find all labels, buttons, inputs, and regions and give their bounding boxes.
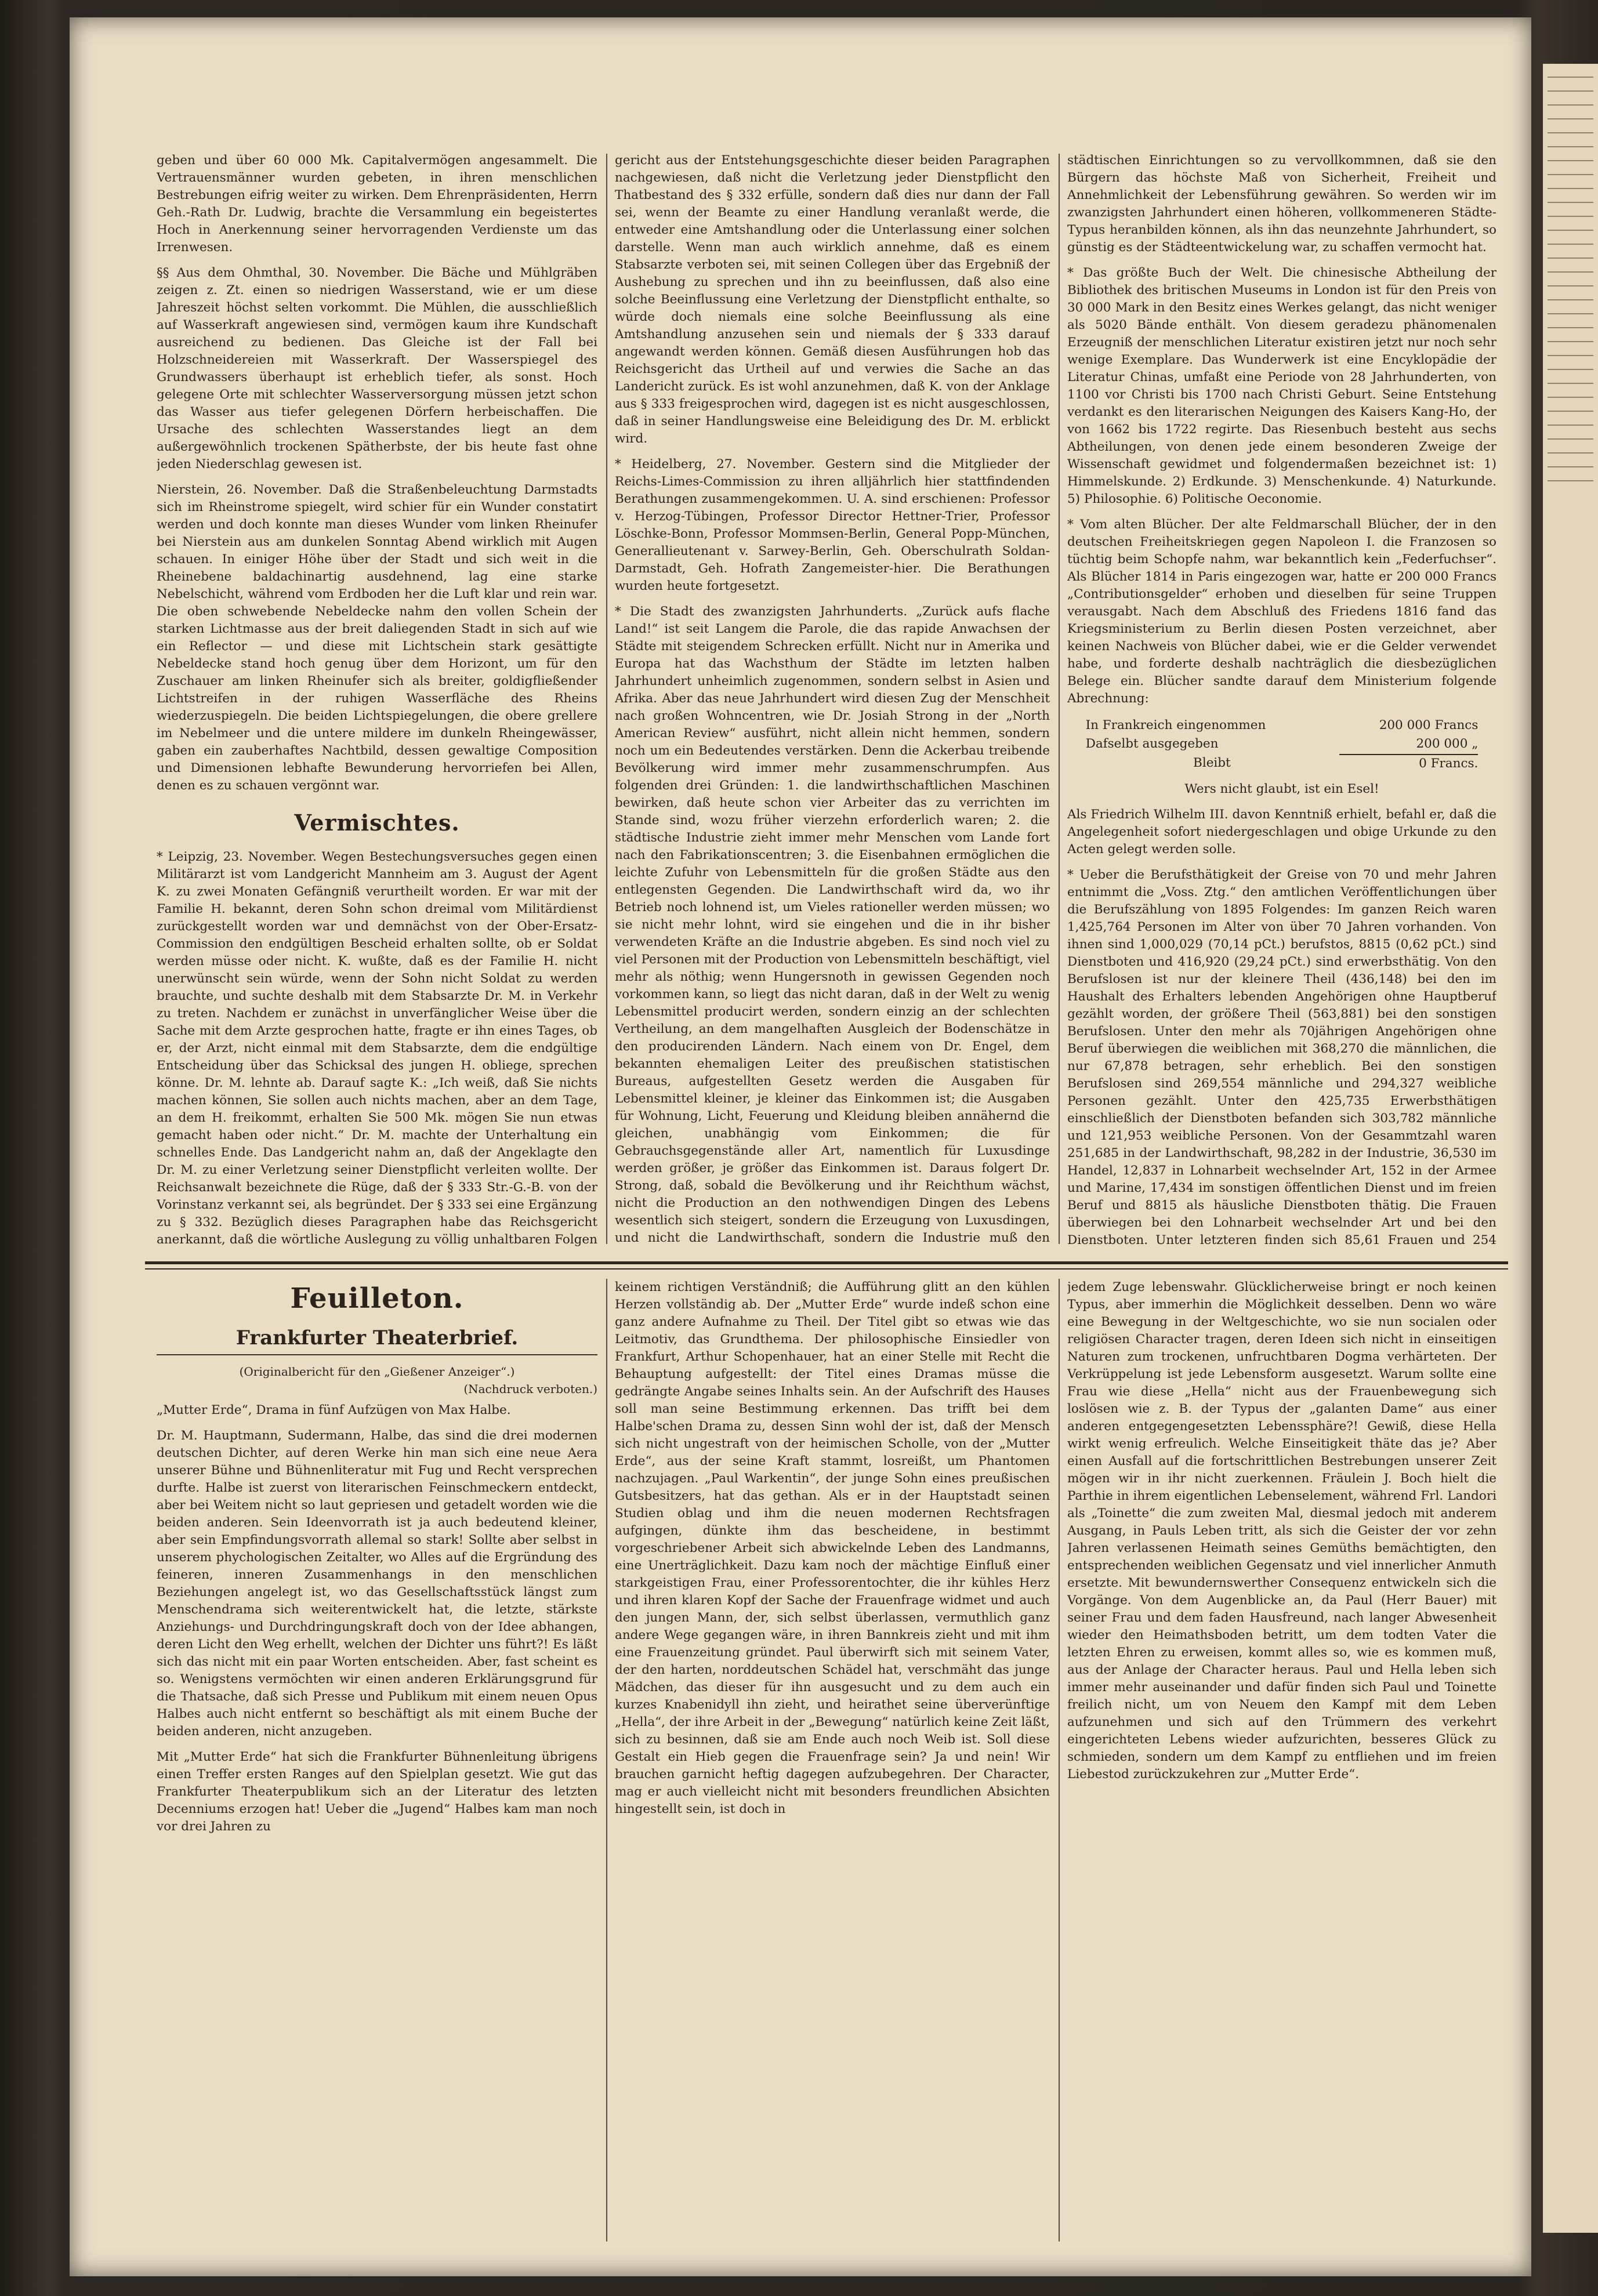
column-3 [1067, 152, 1496, 1248]
section-title-vermischtes: Vermischtes. [294, 810, 460, 836]
play-subtitle: „Mutter Erde“, Drama in fünf Aufzügen von Max Halbe. [157, 1403, 511, 1417]
table-ditto: „ [1472, 737, 1479, 751]
article-paragraph: geben und über 60 000 Mk. Capitalvermögen angesammelt. Die Vertrauensmänner wurden gebeten, in ihren menschlichen Bestrebungen eifrig weiter zu wirken. Dem Ehrenpräsidenten, Herrn Geh.-Rath Dr. Ludwig, brachte die Versammlung ein begeistertes Hoch in Anerkennung seiner hervorragenden Verdienste um das Irrenwesen. [157, 153, 597, 255]
table-cell: Dafselbt ausgegeben [1085, 737, 1219, 751]
feuilleton-paragraph: Mit „Mutter Erde“ hat sich die Frankfurter Bühnenleitung übrigens einen Treffer ersten Ranges auf den Spielplan gesetzt. Wie gut das Frankfurter Theaterpublikum sich an der Literatur des letzten Decenniums erzogen hat! Ueber die „Jugend“ Halbes kam man noch vor drei Jahren zu [157, 1750, 597, 1834]
article-heidelberg: * Heidelberg, 27. November. Gestern sind die Mitglieder der Reichs-Limes-Commission zu ihren alljährlich hier stattfindenden Berathungen zusammengekommen. U. A. sind erschienen: Professor v. Herzog-Tübingen, Professor Director Hettner-Trier, Professor Löschke-Bonn, Professor Mommsen-Berlin, General Popp-München, Generallieutenant v. Sarwey-Berlin, Geh. Oberschulrath Soldan-Darmstadt, Geh. Hofrath Zangemeister-hier. Die Berathungen wurden heute fortgesetzt. [615, 457, 1050, 593]
adjacent-page-edge [1543, 64, 1598, 2233]
table-cell [1339, 735, 1478, 753]
newspaper-page [70, 17, 1531, 2276]
article-paragraph: Wers nicht glaubt, ist ein Esel! [1184, 782, 1379, 796]
table-row [1086, 717, 1479, 734]
feuilleton-paragraph: jedem Zuge lebenswahr. Glücklicherweise bringt er noch keinen Typus, aber immerhin die Möglichkeit desselben. Denn wo wäre eine Bewegung in der Weltgeschichte, wo sie nun socialen oder religiösen Character tragen, deren Ideen sich nicht in einseitigen Naturen zum trockenen, unfruchtbaren Dogma verhärteten. Der Verkrüppelung ist jede Lebensform ausgesetzt. Warum sollte eine Frau wie diese „Hella“ nicht aus der Frauenbewegung sich loslösen wie z. B. der Typus der „galanten Dame“ aus einer anderen entgegengesetzten Lebenssphäre?! Gewiß, diese Hella wirkt wenig erfreulich. Welche Einseitigkeit thäte das je? Aber einen Ausfall auf die fortschrittlichen Bestrebungen unserer Zeit mögen wir in ihr nicht zuerkennen. Fräulein J. Boch hielt die Parthie in ihrem eigentlichen Lebenselement, während Frl. Landori als „Toinette“ die zum zweiten Mal, diesmal jedoch mit anderem Ausgang, in Pauls Leben tritt, als sich die Geister der vor zehn Jahren verlassenen Heimath seines Gemüths bemächtigten, den entsprechenden weiblichen Gegensatz und viel innerlicher Anmuth ersetzte. Mit bewundernswerther Consequenz entwickeln sich die Vorgänge. Von dem Augenblicke an, da Paul (Herr Bauer) mit seiner Frau und dem faden Hausfreund, nach langer Abwesenheit wieder den Heimathsboden betritt, um dem todten Vater die letzten Ehren zu erweisen, kommt alles so, wie es kommen muß, aus der Anlage der Character heraus. Paul und Hella leben sich immer mehr auseinander und dafür finden sich Paul und Toinette freilich nicht, um von Neuem den Kampf mit dem Leben aufzunehmen und sich auf den Trümmern des verkehrt eingerichteten Lebens wieder aufzurichten, besseres Glück zu schmieden, sondern um dem Kampf zu entfliehen und im freien Liebestod zurückzukehren zur „Mutter Erde“. [1067, 1280, 1496, 1782]
article-nierstein: Nierstein, 26. November. Daß die Straßenbeleuchtung Darmstadts sich im Rheinstrome spiegelt, wird schier für ein Wunder constatirt werden und doch konnte man dieses Wunder vom linken Rheinufer bei Nierstein aus am dunkelen Sonntag Abend wirklich mit Augen schauen. In einiger Höhe über der Stadt und sich weit in die Rheinebene baldachinartig ausdehnend, lag eine starke Nebelschicht, während vom Erdboden her die Luft klar und rein war. Die oben schwebende Nebeldecke nahm den vollen Schein der starken Lichtmasse aus der breit daliegenden Stadt in sich auf wie ein Reflector — und diese mit Lichtschein stark gesättigte Nebeldecke stand hoch genug über dem Horizont, um für den Zuschauer am linken Rheinufer sich als breiter, goldigfließender Lichtstreifen in der ruhigen Wasserfläche des Rheins wiederzuspiegeln. Die beiden Lichtspiegelungen, die obere grellere im Nebelmeer und die untere mildere im dunkeln Rheingewässer, gaben ein zauberhaftes Nachtbild, dessen gewaltige Composition und Dimensionen lebhafte Bewunderung hervorriefen bei Allen, denen es zu schauen vergönnt war. [157, 483, 597, 793]
feuilleton-column-2 [615, 1279, 1050, 2253]
article-paragraph: Als Friedrich Wilhelm III. davon Kenntniß erhielt, befahl er, daß die Angelegenheit sofort niedergeschlagen und obige Urkunde zu den Acten gelegt werden solle. [1067, 807, 1496, 857]
article-paragraph: städtischen Einrichtungen so zu vervollkommnen, daß sie den Bürgern das höchste Maß von Sicherheit, Freiheit und Annehmlichkeit der Lebensführung gewähren. So werden wir im zwanzigsten Jahrhundert einen höheren, vollkommeneren Städte-Typus heranbilden können, als ihn das neunzehnte Jahrhundert, so günstig es der Städteentwickelung war, zu schaffen vermocht hat. [1067, 153, 1496, 255]
bluecher-account-table [1085, 716, 1480, 774]
feuilleton-paragraph: keinem richtigen Verständniß; die Aufführung glitt an den kühlen Herzen vollständig ab. Der „Mutter Erde“ wurde indeß schon eine ganz andere Aufnahme zu Theil. Der Titel gibt so etwas wie das Leitmotiv, das Grundthema. Der philosophische Einsiedler von Frankfurt, Arthur Schopenhauer, hat an einer Stelle mit Recht die Behauptung aufgestellt: der Titel eines Dramas müsse die gedrängte Angabe seines Inhalts sein. An der Aufschrift des Hauses soll man seine Bestimmung erkennen. Das trifft bei dem Halbe'schen Drama zu, dessen Sinn wohl der ist, daß der Mensch sich nicht ungestraft von der heimischen Scholle, von der „Mutter Erde“, aus der seine Kraft stammt, losreißt, um Phantomen nachzujagen. „Paul Warkentin“, der junge Sohn eines preußischen Gutsbesitzers, hat das gethan. Als er in der Hauptstadt seinen Studien oblag und ihm die neuen modernen Rechtsfragen aufgingen, dünkte ihm das bescheidene, in bestimmt vorgeschriebener Arbeit sich abwickelnde Leben des Landmanns, eine Unerträglichkeit. Dazu kam noch der mächtige Einfluß einer starkgeistigen Frau, einer Professorentochter, die ihr kühles Herz und ihren klaren Kopf der Sache der Frauenfrage widmet und auch den jungen Mann, der, sich selbst überlassen, vermuthlich ganz andere Wege gegangen wäre, in ihren Bannkreis zieht und mit ihm eine Frauenzeitung gründet. Paul überwirft sich mit seinem Vater, der den harten, norddeutschen Schädel hat, verschmäht das junge Mädchen, das dieser für ihn ausgesucht und zu dem auch ein kurzes Knabenidyll ihn zieht, und heirathet seine überverünftige „Hella“, der ihre Arbeit in der „Bewegung“ natürlich keine Zeit läßt, sich zu besinnen, daß sie am Ende auch noch Weib ist. Soll diese Gestalt ein Hieb gegen die Frauenfrage sein? Ja und nein! Wir brauchen garnicht heftig dagegen aufzubegehren. Der Character, mag er auch vielleicht nicht mit besonders freundlichen Absichten hingestellt sein, ist doch in [615, 1280, 1050, 1816]
table-cell: 0 Francs. [1339, 754, 1478, 772]
article-berufstaetigkeit: * Ueber die Berufsthätigkeit der Greise von 70 und mehr Jahren entnimmt die „Voss. Ztg.“ den amtlichen Veröffentlichungen über die Berufszählung von 1895 Folgendes: Im ganzen Reich waren 1,425,764 Personen im Alter von über 70 Jahren vorhanden. Von ihnen sind 1,000,029 (70,14 pCt.) berufstos, 8815 (0,62 pCt.) sind Dienstboten und 416,920 (29,24 pCt.) sind erwerbsthätig. Von den Berufslosen ist nur der kleinere Theil (436,148) bei den im Haushalt des Erhalters lebenden Angehörigen ohne Hauptberuf gezählt worden, der größere Theil (563,881) bei den sonstigen Berufslosen. Unter den mehr als 70jährigen Angehörigen ohne Beruf überwiegen die weiblichen mit 368,270 die männlichen, die nur 67,878 betragen, sehr erheblich. Bei den sonstigen Berufslosen sind 269,554 männliche und 294,327 weibliche Personen gezählt. Unter den 425,735 Erwerbsthätigen einschließlich der Dienstboten befanden sich 303,782 männliche und 121,953 weibliche Personen. Von der Gesammtzahl waren 251,685 in der Landwirthschaft, 98,282 in der Industrie, 36,530 im Handel, 12,837 in Lohnarbeit wechselnder Art, 152 in der Armee und Marine, 17,434 im sonstigen öffentlichen Dienst und im freien Beruf und 8815 als häusliche Dienstboten thätig. Die Frauen überwiegen bei den Lohnarbeit wechselnder Art und bei den Dienstboten. Unter letzteren finden sich 85,61 Frauen und 254 [1067, 868, 1496, 1247]
column-1 [157, 152, 597, 1248]
table-cell: Bleibt [1193, 756, 1231, 770]
article-groesstes-buch: * Das größte Buch der Welt. Die chinesische Abtheilung der Bibliothek des britischen Museums in London ist für den Preis von 30 000 Mark in den Besitz eines Werkes gelangt, das nicht weniger als 5020 Bände enthält. Von diesem geradezu phänomenalen Erzeugniß der menschlichen Literatur existiren jetzt nur noch sehr wenige Exemplare. Das Wunderwerk ist eine Encyklopädie der Literatur Chinas, umfaßt eine Periode von 28 Jahrhunderten, von 1100 vor Christi bis 1700 nach Christi Geburt. Seine Entstehung verdankt es den literarischen Neigungen des Kaisers Kang-Ho, der von 1662 bis 1722 regirte. Das Riesenbuch besteht aus sechs Abtheilungen, von denen jede einem besonderen Zweige der Wissenschaft gewidmet und folgendermaßen bezeichnet ist: 1) Himmelskunde. 2) Erdkunde. 3) Menschenkunde. 4) Naturkunde. 5) Philosophie. 6) Politische Oeconomie. [1067, 266, 1496, 506]
theater-letter-title: Frankfurter Theaterbrief. [157, 1326, 597, 1355]
original-report-note: (Originalbericht für den „Gießener Anzeiger“.) [239, 1365, 515, 1379]
table-row [1086, 754, 1479, 772]
article-ohmthal: §§ Aus dem Ohmthal, 30. November. Die Bäche und Mühlgräben zeigen z. Zt. einen so niedrigen Wasserstand, wie er um diese Jahreszeit höchst selten vorkommt. Die Mühlen, die ausschließlich auf Wasserkraft angewiesen sind, vermögen kaum ihre Kundschaft ausreichend zu bedienen. Das Gleiche ist der Fall bei Holzschneidereien mit Wasserkraft. Der Wasserspiegel des Grundwassers überhaupt ist erheblich tiefer, als sonst. Hoch gelegene Orte mit schlechter Wasserversorgung müssen jetzt schon das Wasser aus tiefer gelegenen Dörfern herbeischaffen. Die Ursache des schlechten Wasserstandes liegt an dem außergewöhnlich trockenen Spätherbste, der bis heute fast ohne jeden Niederschlag gewesen ist. [157, 266, 597, 471]
column-rule [1059, 154, 1060, 1244]
table-cell: 200 000 Francs [1379, 718, 1479, 732]
column-rule [1059, 1279, 1060, 2241]
column-rule [606, 154, 607, 1244]
feuilleton-column-3 [1067, 1279, 1496, 2253]
feuilleton-divider [145, 1261, 1508, 1264]
table-value: 200 000 [1416, 737, 1468, 751]
column-rule [606, 1279, 607, 2241]
article-bluecher: * Vom alten Blücher. Der alte Feldmarschall Blücher, der in den deutschen Freiheitskriegen gegen Napoleon I. die Franzosen so tüchtig beim Schopfe nahm, war bekanntlich kein „Federfuchser“. Als Blücher 1814 in Paris eingezogen war, hatte er 200 000 Francs „Contributionsgelder“ erhoben und dieselben für seine Truppen verausgabt. Nach dem Abschluß des Friedens 1816 fand das Kriegsministerium zu Berlin diesen Posten verzeichnet, aber keinen Nachweis von Blücher dabei, wie er die Gelder verwendet habe, und forderte deshalb nachträglich die diesbezüglichen Belege ein. Blücher sandte darauf dem Ministerium folgende Abrechnung: [1067, 517, 1496, 706]
reprint-prohibited-note: (Nachdruck verboten.) [463, 1382, 597, 1396]
article-leipzig: * Leipzig, 23. November. Wegen Bestechungsversuches gegen einen Militärarzt ist vom Landgericht Mannheim am 3. August der Agent K. zu zwei Monaten Gefängniß verurtheilt worden. Er war mit der Familie H. bekannt, deren Sohn schon dreimal vom Militärdienst zurückgestellt worden war und demnächst von der Ober-Ersatz-Commission den endgültigen Bescheid erhalten sollte, ob er Soldat werden müsse oder nicht. K. wußte, daß es der Familie H. nicht unerwünscht sein würde, wenn der Sohn nicht Soldat zu werden brauchte, und suchte deshalb mit dem Stabsarzte Dr. M. in Verkehr zu treten. Nachdem er zunächst in unverfänglicher Weise über die Sache mit dem Arzte gesprochen hatte, fragte er ihn eines Tages, ob er, der Arzt, nicht einmal mit dem Stabsarzte, dem die endgültige Entscheidung über das Schicksal des jungen H. obliege, sprechen könne. Dr. M. lehnte ab. Darauf sagte K.: „Ich weiß, daß Sie nichts machen können, Sie sollen auch nichts machen, aber an dem Tage, an dem H. freikommt, erhalten Sie 500 Mk. mögen Sie nun etwas gemacht haben oder nicht.“ Dr. M. machte der Unterhaltung ein schnelles Ende. Das Landgericht nahm an, daß der Angeklagte den Dr. M. zu einer Verletzung seiner Dienstpflicht verleiten wollte. Der Reichsanwalt bezeichnete die Rüge, daß der § 333 Str.-G.-B. von der Vorinstanz verkannt sei, als begründet. Der § 333 sei eine Ergänzung zu § 332. Bezüglich dieses Paragraphen habe das Reichsgericht anerkannt, daß die wörtliche Auslegung zu völlig unhaltbaren Folgen [157, 850, 597, 1247]
feuilleton-title: Feuilleton. [290, 1282, 464, 1315]
feuilleton-paragraph: Dr. M. Hauptmann, Sudermann, Halbe, das sind die drei modernen deutschen Dichter, auf deren Werke hin man sich eine neue Aera unserer Bühne und Bühnenliteratur mit Fug und Recht versprechen durfte. Halbe ist zuerst von literarischen Feinschmeckern entdeckt, aber bei Weitem nicht so laut gepriesen und getadelt worden wie die beiden anderen. Sein Ideenvorrath ist ja auch bedeutend kleiner, aber sein Empfindungsvorrath allemal so stark! Sollte aber selbst in unserem phychologischen Zeitalter, wo Alles auf die Ergründung des feineren, inneren Zusammenhangs in den menschlichen Beziehungen angelegt ist, wo das Gesellschaftsstück längst zum Menschendrama sich weiterentwickelt hat, die letzte, stärkste Anziehungs- und Durchdringungskraft doch von der Idee abhangen, deren Licht den Weg erhellt, welchen der Dichter uns führt?! Es läßt sich das nicht mit ein paar Worten entscheiden. Aber, fast scheint es so. Wenigstens vermöchten wir einen anderen Erklärungsgrund für die Thatsache, daß sich Presse und Publikum mit einem neuen Opus Halbes auch nicht entfernt so beschäftigt als mit einem Buche der beiden anderen, nicht anzugeben. [157, 1428, 597, 1739]
table-row [1086, 735, 1479, 753]
table-cell: In Frankreich eingenommen [1085, 718, 1266, 732]
article-stadt-jahrhundert: * Die Stadt des zwanzigsten Jahrhunderts. „Zurück aufs flache Land!“ ist seit Langem die Parole, die das rapide Anwachsen der Städte mit steigendem Schrecken erfüllt. Nicht nur in Amerika und Europa hat das Wachsthum der Städte im letzten halben Jahrhundert unheimlich zugenommen, sondern selbst in Asien und Afrika. Aber das neue Jahrhundert wird diesen Zug der Menschheit nach großen Wohncentren, wie Dr. Josiah Strong in der „North American Review“ ausführt, nicht allein nicht hemmen, sondern noch um ein Bedeutendes verstärken. Denn die Ackerbau treibende Bevölkerung wird immer mehr zusammenschrumpfen. Aus folgenden drei Gründen: 1. die landwirthschaftlichen Maschinen bewirken, daß heute schon vier Arbeiter das zu verrichten im Stande sind, wozu früher vierzehn erforderlich waren; 2. die städtische Industrie zieht immer mehr Menschen vom Lande fort nach den Fabrikationscentren; 3. die Eisenbahnen ermöglichen die leichte Zufuhr von Lebensmitteln für die großen Städte aus den entlegensten Gegenden. Die Landwirthschaft wird da, wo ihr Betrieb noch lohnend ist, um Vieles rationeller werden müssen; wo sie nicht mehr lohnt, wird sie eingehen und die in ihr bisher verwendeten Kräfte an die Industrie abgeben. Es sind noch viel zu viel Personen mit der Production von Lebensmitteln beschäftigt, viel mehr als nöthig; wenn Hungersnoth in gewissen Gegenden noch vorkommen kann, so liegt das nicht daran, daß in der Welt zu wenig Lebensmittel producirt werden, sondern einzig an der schlechten Vertheilung, an dem mangelhaften Ausgleich der Bodenschätze in den producirenden Ländern. Nach einem von Dr. Engel, dem bekannten ehemaligen Leiter des preußischen statistischen Bureaus, aufgestellten Gesetz werden die Ausgaben für Lebensmittel kleiner, je kleiner das Einkommen ist; die Ausgaben für Wohnung, Licht, Feuerung und Kleidung bleiben annähernd die gleichen, unabhängig vom Einkommen; die für Gebrauchsgegenstände aller Art, namentlich für Luxusdinge werden größer, je größer das Einkommen ist. Daraus folgert Dr. Strong, daß, sobald die Bevölkerung und ihr Reichthum wächst, nicht die Production an den nothwendigen Dingen des Lebens wesentlich sich steigert, sondern die Erzeugung von Luxusdingen, und nicht die Landwirthschaft, sondern die Industrie muß den [615, 604, 1050, 1245]
feuilleton-column-1 [157, 1279, 597, 2253]
article-paragraph: gericht aus der Entstehungsgeschichte dieser beiden Paragraphen nachgewiesen, daß nicht die Verletzung jeder Dienstpflicht den Thatbestand des § 332 erfülle, sondern daß dies nur dann der Fall sei, wenn der Beamte zu einer Handlung veranlaßt werde, die entweder eine Amtshandlung oder die Unterlassung einer solchen darstelle. Wenn man auch wirklich annehme, daß es einem Stabsarzte verboten sei, mit seinen Collegen über das Ergebniß der Aushebung zu sprechen und ihn zu beeinflussen, daß also eine solche Beeinflussung eine Verletzung der Dienstpflicht enthalte, so würde doch niemals eine solche Beeinflussung als eine Amtshandlung anzusehen sein und niemals der § 333 darauf angewandt werden können. Gemäß diesen Ausführungen hob das Reichsgericht das Urtheil auf und verwies die Sache an das Landericht zurück. Es ist wohl anzunehmen, daß K. von der Anklage aus § 333 freigesprochen wird, dagegen ist es nicht ausgeschlossen, daß in seiner Handlungsweise eine Beleidigung des Dr. M. erblickt wird. [615, 153, 1050, 446]
feuilleton-divider-thin [145, 1268, 1508, 1269]
column-2 [615, 152, 1050, 1248]
